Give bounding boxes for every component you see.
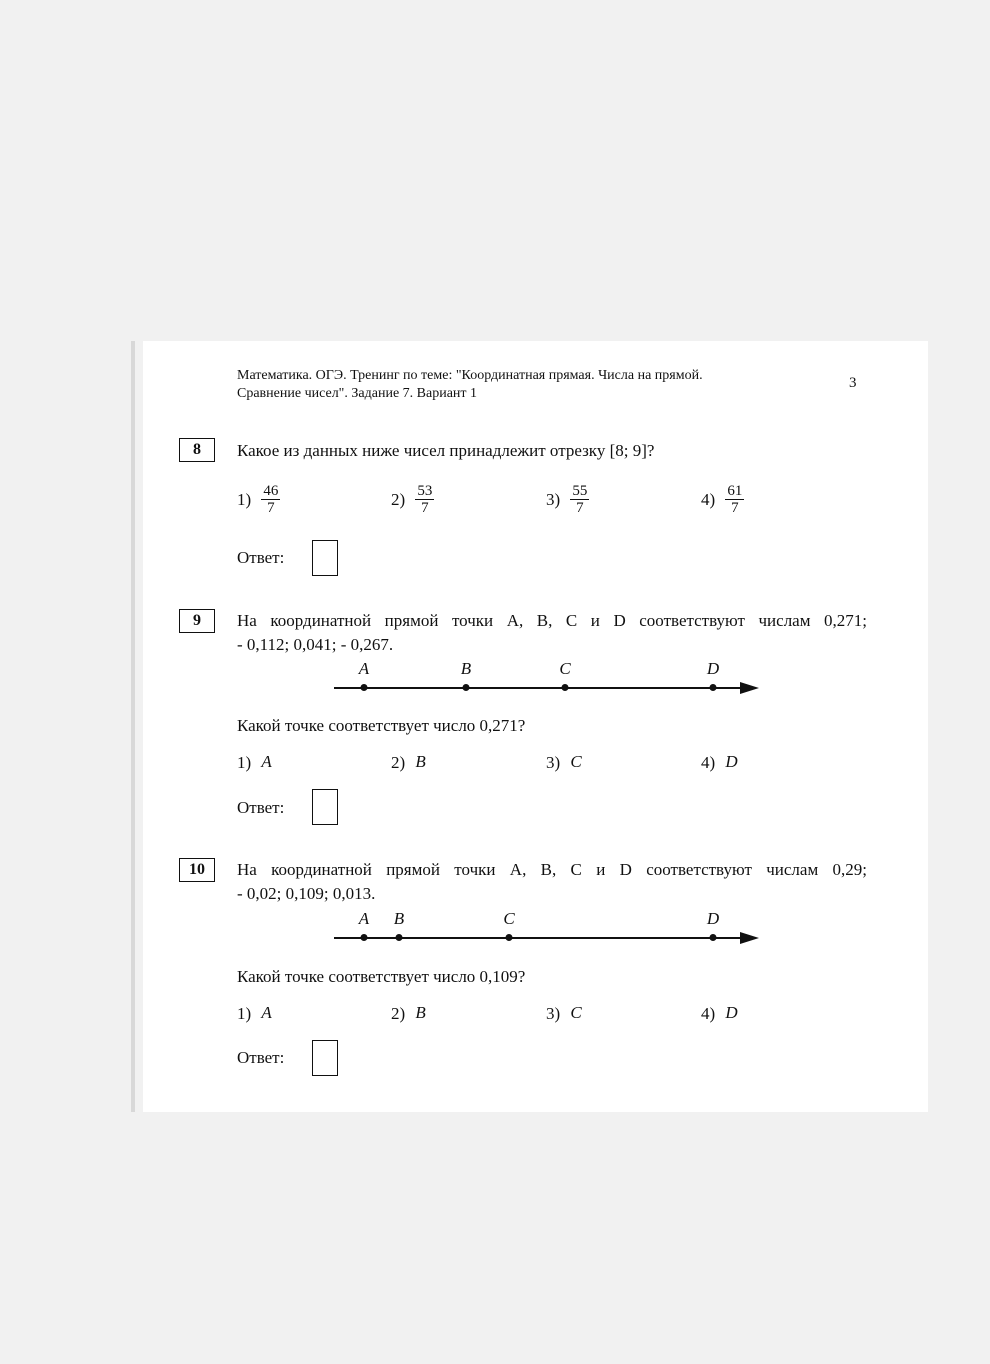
task-10-option-4[interactable] bbox=[701, 1002, 738, 1025]
option-label: 2) bbox=[391, 753, 406, 773]
denominator: 7 bbox=[731, 500, 739, 516]
point-label-b: B bbox=[393, 909, 405, 928]
point-label-d: D bbox=[706, 659, 720, 678]
option-label: 3) bbox=[546, 1004, 561, 1024]
fraction bbox=[570, 483, 589, 516]
task-9-intro-line-2: - 0,112; 0,041; - 0,267. bbox=[237, 635, 394, 654]
task-10-answer-box[interactable] bbox=[312, 1040, 338, 1076]
point-label-c: C bbox=[503, 909, 515, 928]
task-10-number-line bbox=[328, 909, 768, 949]
option-label: 2) bbox=[391, 1004, 406, 1024]
option-label: 3) bbox=[546, 489, 561, 509]
task-9-question: Какой точке соответствует число 0,271? bbox=[237, 716, 526, 735]
task-10-option-2[interactable] bbox=[391, 1002, 426, 1025]
task-10-intro-line-1: На координатной прямой точки A, B, C и D соответствуют числам 0,29; bbox=[237, 860, 867, 879]
denominator: 7 bbox=[421, 500, 429, 516]
fraction bbox=[725, 483, 744, 516]
task-9-option-1[interactable] bbox=[237, 751, 272, 774]
point-label-b: B bbox=[460, 659, 472, 678]
option-label: 4) bbox=[701, 1004, 716, 1024]
option-label: 1) bbox=[237, 1004, 252, 1024]
axis-line bbox=[334, 687, 742, 689]
option-value: B bbox=[415, 1003, 426, 1022]
task-8-answer-box[interactable] bbox=[312, 540, 338, 576]
point-a bbox=[361, 684, 368, 691]
option-value: C bbox=[570, 1003, 582, 1022]
denominator: 7 bbox=[267, 500, 275, 516]
point-label-a: A bbox=[358, 659, 370, 678]
task-8-option-1[interactable] bbox=[237, 483, 280, 516]
point-d bbox=[710, 934, 717, 941]
option-label: 2) bbox=[391, 489, 406, 509]
task-9-intro-line-1: На координатной прямой точки A, B, C и D соответствуют числам 0,271; bbox=[237, 611, 867, 630]
point-a bbox=[361, 934, 368, 941]
task-9-option-3[interactable] bbox=[546, 751, 582, 774]
task-10-option-3[interactable] bbox=[546, 1002, 582, 1025]
task-8-option-4[interactable] bbox=[701, 483, 744, 516]
point-b bbox=[396, 934, 403, 941]
fraction bbox=[261, 483, 280, 516]
worksheet-page bbox=[143, 341, 928, 1112]
point-b bbox=[463, 684, 470, 691]
page-number: 3 bbox=[849, 375, 857, 391]
point-label-d: D bbox=[706, 909, 720, 928]
option-label: 3) bbox=[546, 753, 561, 773]
fraction bbox=[415, 483, 434, 516]
task-9-answer-box[interactable] bbox=[312, 789, 338, 825]
option-label: 4) bbox=[701, 489, 716, 509]
task-9-option-4[interactable] bbox=[701, 751, 738, 774]
task-10-option-1[interactable] bbox=[237, 1002, 272, 1025]
numerator: 55 bbox=[572, 483, 588, 499]
arrow-right-icon bbox=[740, 682, 759, 694]
point-d bbox=[710, 684, 717, 691]
numerator: 53 bbox=[417, 483, 433, 499]
task-number-8: 8 bbox=[179, 438, 215, 462]
task-number-10: 10 bbox=[179, 858, 215, 882]
page-edge bbox=[131, 341, 135, 1112]
option-label: 1) bbox=[237, 489, 252, 509]
header-line-2: Сравнение чисел". Задание 7. Вариант 1 bbox=[237, 386, 478, 401]
numerator: 46 bbox=[263, 483, 279, 499]
point-c bbox=[506, 934, 513, 941]
task-number-9: 9 bbox=[179, 609, 215, 633]
option-label: 1) bbox=[237, 753, 252, 773]
option-value: A bbox=[261, 1003, 272, 1022]
option-value: C bbox=[570, 752, 582, 771]
option-value: A bbox=[261, 752, 272, 771]
numerator: 61 bbox=[727, 483, 743, 499]
task-8-option-3[interactable] bbox=[546, 483, 589, 516]
task-9-answer-label: Ответ: bbox=[237, 798, 285, 817]
option-value: B bbox=[415, 752, 426, 771]
task-8-option-2[interactable] bbox=[391, 483, 434, 516]
page-header bbox=[237, 367, 797, 403]
task-8-question: Какое из данных ниже чисел принадлежит отрезку [8; 9]? bbox=[237, 441, 655, 460]
option-value: D bbox=[725, 752, 738, 771]
task-9-number-line bbox=[328, 659, 768, 699]
task-10-answer-label: Ответ: bbox=[237, 1048, 285, 1067]
task-10-intro-line-2: - 0,02; 0,109; 0,013. bbox=[237, 884, 376, 903]
task-8-answer-label: Ответ: bbox=[237, 548, 285, 567]
task-10-question: Какой точке соответствует число 0,109? bbox=[237, 967, 526, 986]
header-line-1: Математика. ОГЭ. Тренинг по теме: "Координатная прямая. Числа на прямой. bbox=[237, 368, 703, 383]
arrow-right-icon bbox=[740, 932, 759, 944]
denominator: 7 bbox=[576, 500, 584, 516]
point-c bbox=[562, 684, 569, 691]
point-label-c: C bbox=[559, 659, 571, 678]
task-9-option-2[interactable] bbox=[391, 751, 426, 774]
option-label: 4) bbox=[701, 753, 716, 773]
option-value: D bbox=[725, 1003, 738, 1022]
point-label-a: A bbox=[358, 909, 370, 928]
